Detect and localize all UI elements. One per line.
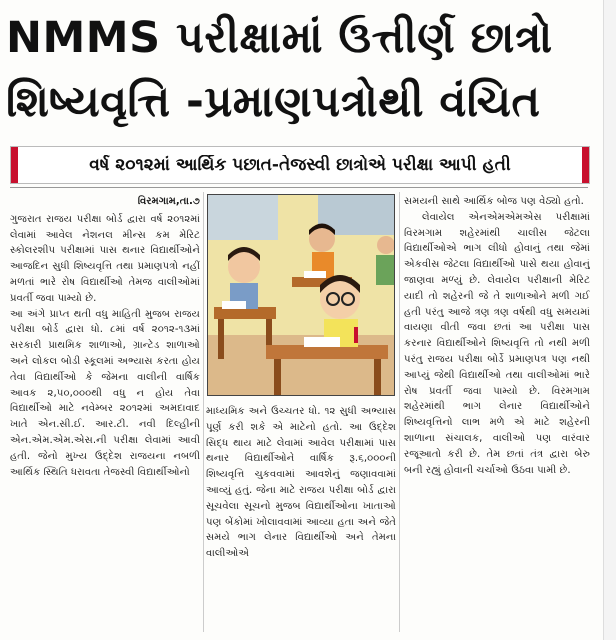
paragraph: ગુજરાત રાજય પરીક્ષા બોર્ડ દ્વારા વર્ષ ૨૦૧૨માં લેવામાં આવેલ નેશનલ મીન્સ કમ મેરિટ સ્કોલરશીપ પરીક્ષામાં પાસ થનાર વિદ્યાર્થીઓને આજદિન સુધી શિષ્યવૃત્તિ તથા પ્રમાણપત્રો નહીં મળતાં ભારે રોષ વિદ્યાર્થીઓ તેમજ વાલીઓમાં પ્રવર્તી જવા પામ્યો છે.	[10, 213, 200, 304]
column-3	[404, 194, 590, 634]
column-divider	[399, 192, 400, 632]
paragraph: લેવાયેલ એનએમએમએસ પરીક્ષામાં વિરમગામ શહેરમાંથી ચાલીસ જેટલા વિદ્યાર્થીઓએ ભાગ લીધો હોવાનું તથા જેમાં એકવીસ જેટલા વિદ્યાર્થીઓ પાસે થયા હોવાનું જાણવા મળ્યું છે. લેવાયેલ પરીક્ષાની મેરિટ યાદી તો શહેરની જે તે શાળાઓને મળી ગઈ હતી પરંતુ આજે ત્રણ ત્રણ વર્ષથી વધુ સમયમાં વાયણા વીતી જવા છતાં આ પરીક્ષા પાસ કરનાર વિદ્યાર્થીઓને શિષ્યવૃત્તિ તો નથી મળી પરંતુ રાજય પરીક્ષા બોર્ડે પ્રમાણપત્ર પણ નથી આપ્યું જેથી વિદ્યાર્થીઓ તથા વાલીઓમાં ભારે રોષ પ્રવર્તી જવા પામ્યો છે. વિરમગામ શહેરમાંથી ભાગ લેનાર વિદ્યાર્થીઓને શિષ્યવૃત્તિનો લાભ મળે એ માટે શહેરની શાળાના સંચાલક, વાલીઓ પણ વારંવાર રજૂઆતો કરી છે. તેમ છતાં તંત્ર દ્વારા બેરુ બની રહ્યું હોવાની ચર્ચાઓ ઉઠવા પામી છે.	[404, 211, 590, 476]
subheadline-accent-right	[582, 147, 589, 183]
column-1	[10, 194, 200, 634]
paragraph: સમયની સાથે આર્થિક બોજ પણ વેઠ્યો હતો.	[404, 196, 584, 207]
dateline: વિરમગામ,તા.૭	[137, 196, 200, 207]
column-2	[206, 404, 396, 634]
classroom-illustration	[207, 194, 395, 396]
divider	[10, 187, 588, 188]
page-edge	[603, 0, 616, 640]
headline-line-2: શિષ્યવૃત્તિ -પ્રમાણપત્રોથી વંચિત	[6, 77, 541, 127]
column-divider	[203, 192, 204, 632]
students-writing-exam-image	[208, 195, 394, 395]
paragraph: માધ્યમિક અને ઉચ્ચતર ધો. ૧૨ સુધી અભ્યાસ પૂર્ણ કરી શકે એ માટેનો હતો. આ ઉદ્દેશ સિદ્ધ થાય માટે લેવામાં આવેલ પરીક્ષામાં પાસ થનાર વિદ્યાર્થીઓને વાર્ષિક રૂ.૬,૦૦૦ની શિષ્યવૃત્તિ ચુકવવામાં આવશેનું જણાવવામાં આવ્યું હતું. જેના માટે રાજય પરીક્ષા બોર્ડ દ્વારા સૂચવેલા સૂચનો મુજબ વિદ્યાર્થીઓના ખાતાઓ પણ બેંકોમાં ખોલાવવામાં આવ્યા હતા અને જેતે સમયે ભાગ લેનાર વિદ્યાર્થીઓ અને તેમના વાલીઓએ	[206, 406, 396, 560]
paragraph: આ અંગે પ્રાપ્ત થતી વધુ માહિતી મુજબ રાજય પરીક્ષા બોર્ડ દ્વારા ધો. ૮માં વર્ષ ૨૦૧૨-૧૩માં સરકારી પ્રાથમિક શાળાઓ, ગ્રાન્ટેડ શાળાઓ અને લોકલ બોડી સ્કૂલમાં અભ્યાસ કરતા હોય તેવા વિદ્યાર્થીઓ કે જેમના વાલીની વાર્ષિક આવક ૨,૫૦,૦૦૦થી વધુ ન હોય તેવા વિદ્યાર્થીઓ માટે નવેમ્બર ૨૦૧૨માં અમદાવાદ ખાતે એન.સી.ઈ. આર.ટી. નવી દિલ્હીની એન.એમ.એમ.એસ.ની પરીક્ષા લેવામાં આવી હતી. જેનો મુખ્ય ઉદ્દેશ રાજયના નબળી આર્થિક સ્થિતિ ધરાવતા તેજસ્વી વિદ્યાર્થીઓનો	[10, 308, 200, 478]
headline-line-1: NMMS પરીક્ષામાં ઉત્તીર્ણ છાત્રો	[6, 13, 553, 63]
subheadline-bar	[10, 146, 590, 184]
subheadline-accent-left	[11, 147, 18, 183]
subheadline: વર્ષ ૨૦૧૨માં આર્થિક પછાત-તેજસ્વી છાત્રોએ પરીક્ષા આપી હતી	[89, 155, 511, 175]
